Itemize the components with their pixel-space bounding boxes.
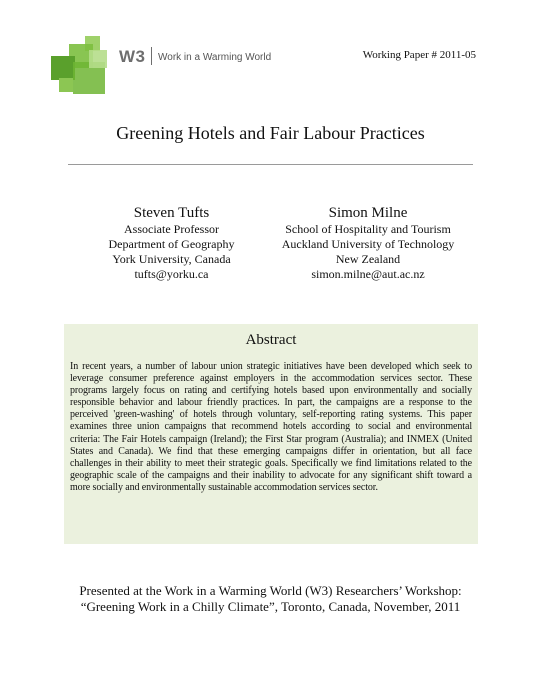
presentation-note — [0, 583, 541, 615]
working-paper-number: Working Paper # 2011-05 — [362, 49, 476, 61]
abstract-text: In recent years, a number of labour union strategic initiatives have been developed which seek to leverage consumer preference against employers in the accommodation services sector. These programs largely focus on rating and certifying hotels based upon environmentally and socially responsible behavior and labour friendly practices. In part, the campaigns are a response to the perceived 'green-washing' of hotels through voluntary, self-reporting rating systems. This paper examines three union campaigns that recommend hotels according to social and environmental criteria: The Fair Hotels campaign (Ireland); the First Star program (Australia); and INMEX (United States and Canada). We find that these emerging campaigns differ in orientation, but all face challenges in their ability to meet their strategic goals. Specifically we find limitations related to the geographic scale of the campaigns and their inability to advocate for any significant shift toward a more socially and environmentally sustainable accommodation services sector. — [70, 361, 472, 493]
author-title: School of Hospitality and Tourism — [285, 222, 451, 236]
author-department: Auckland University of Technology — [281, 237, 455, 251]
logo-square — [59, 78, 73, 92]
author-institution: York University, Canada — [112, 252, 231, 266]
author-title: Associate Professor — [124, 222, 219, 236]
author-department: Department of Geography — [108, 237, 235, 251]
paper-title: Greening Hotels and Fair Labour Practices — [116, 123, 425, 143]
title-divider — [68, 164, 473, 165]
logo-square — [51, 56, 75, 80]
author-block — [268, 205, 468, 282]
author-email: tufts@yorku.ca — [134, 267, 209, 281]
w3-logo-icon — [51, 36, 111, 94]
author-name: Steven Tufts — [133, 205, 210, 221]
author-block — [84, 205, 259, 282]
abstract-box — [64, 324, 478, 544]
logo-mark: W3 — [119, 47, 146, 66]
logo-divider — [151, 47, 153, 65]
author-email: simon.milne@aut.ac.nz — [311, 267, 425, 281]
author-name: Simon Milne — [328, 205, 408, 221]
presentation-line: “Greening Work in a Chilly Climate”, Toronto, Canada, November, 2011 — [80, 599, 461, 614]
logo-wordmark — [119, 47, 271, 67]
author-institution: New Zealand — [335, 252, 401, 266]
logo-tagline: Work in a Warming World — [158, 52, 272, 63]
logo-square — [89, 50, 107, 68]
abstract-heading: Abstract — [245, 332, 297, 348]
presentation-line: Presented at the Work in a Warming World (W3) Researchers’ Workshop: — [79, 583, 462, 598]
